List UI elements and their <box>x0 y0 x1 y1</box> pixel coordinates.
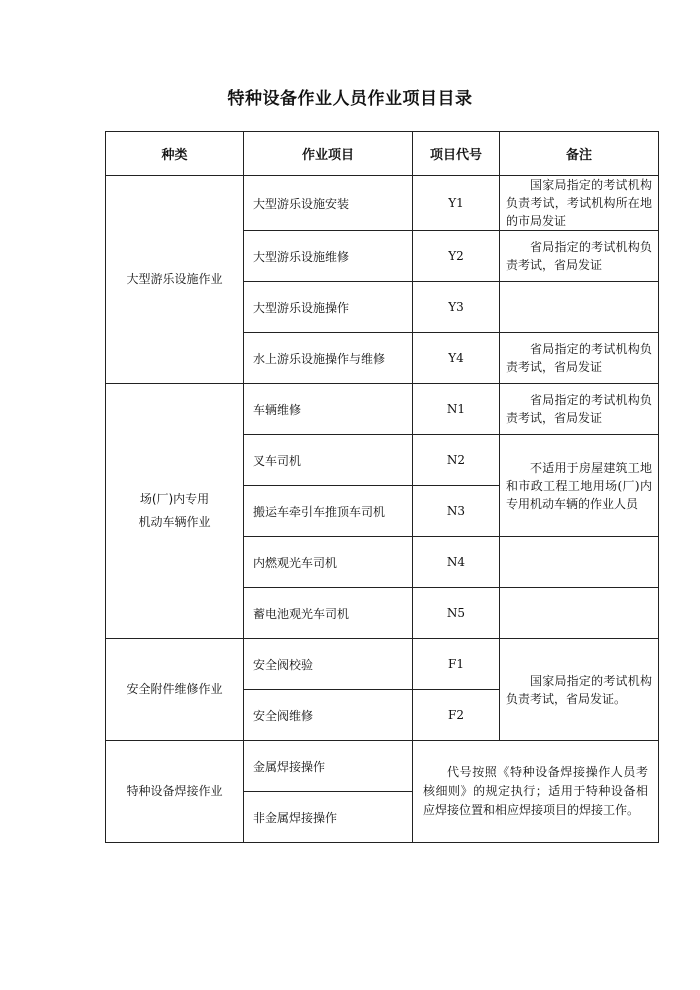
item-cell: 内燃观光车司机 <box>244 537 413 588</box>
table-row <box>106 384 659 435</box>
note-cell <box>500 588 659 639</box>
header-row <box>106 132 659 176</box>
code-cell: Y3 <box>413 282 500 333</box>
code-cell: N5 <box>413 588 500 639</box>
category-line: 机动车辆作业 <box>138 515 211 529</box>
header-category: 种类 <box>106 132 244 176</box>
note-cell <box>500 537 659 588</box>
category-welding: 特种设备焊接作业 <box>106 741 244 843</box>
item-cell: 安全阀校验 <box>244 639 413 690</box>
code-cell: N3 <box>413 486 500 537</box>
item-cell: 搬运车牵引车推顶车司机 <box>244 486 413 537</box>
note-text: 不适用于房屋建筑工地和市政工程工地用场(厂)内专用机动车辆的作业人员 <box>506 460 652 511</box>
item-cell: 大型游乐设施安装 <box>244 176 413 231</box>
category-line: 场(厂)内专用 <box>139 492 210 506</box>
code-cell: Y1 <box>413 176 500 231</box>
code-cell: N1 <box>413 384 500 435</box>
code-cell: F2 <box>413 690 500 741</box>
table-row <box>106 639 659 690</box>
item-cell: 大型游乐设施操作 <box>244 282 413 333</box>
item-cell: 水上游乐设施操作与维修 <box>244 333 413 384</box>
note-text: 国家局指定的考试机构负责考试，省局发证。 <box>506 673 652 706</box>
note-cell <box>500 384 659 435</box>
item-cell: 大型游乐设施维修 <box>244 231 413 282</box>
note-cell <box>500 282 659 333</box>
table-row <box>106 741 659 792</box>
item-cell: 安全阀维修 <box>244 690 413 741</box>
note-text: 代号按照《特种设备焊接操作人员考核细则》的规定执行；适用于特种设备相应焊接位置和相应焊接项目的焊接工作。 <box>423 765 648 817</box>
item-cell: 非金属焊接操作 <box>244 792 413 843</box>
project-catalog-table <box>105 131 659 843</box>
header-code: 项目代号 <box>413 132 500 176</box>
note-cell <box>500 333 659 384</box>
note-text: 国家局指定的考试机构负责考试，考试机构所在地的市局发证 <box>506 178 652 228</box>
table-row <box>106 176 659 231</box>
note-cell <box>500 639 659 741</box>
item-cell: 蓄电池观光车司机 <box>244 588 413 639</box>
item-cell: 金属焊接操作 <box>244 741 413 792</box>
note-cell <box>500 231 659 282</box>
header-note: 备注 <box>500 132 659 176</box>
header-item: 作业项目 <box>244 132 413 176</box>
welding-note-cell <box>413 741 659 843</box>
note-cell <box>500 435 659 537</box>
code-cell: N4 <box>413 537 500 588</box>
item-cell: 叉车司机 <box>244 435 413 486</box>
category-safety-accessories: 安全附件维修作业 <box>106 639 244 741</box>
code-cell: Y2 <box>413 231 500 282</box>
code-cell: N2 <box>413 435 500 486</box>
note-text: 省局指定的考试机构负责考试，省局发证 <box>506 393 652 425</box>
document-title: 特种设备作业人员作业项目目录 <box>227 89 473 109</box>
note-cell <box>500 176 659 231</box>
category-vehicles <box>106 384 244 639</box>
item-cell: 车辆维修 <box>244 384 413 435</box>
code-cell: F1 <box>413 639 500 690</box>
category-amusement: 大型游乐设施作业 <box>106 176 244 384</box>
note-text: 省局指定的考试机构负责考试，省局发证 <box>506 240 652 272</box>
note-text: 省局指定的考试机构负责考试，省局发证 <box>506 342 652 374</box>
code-cell: Y4 <box>413 333 500 384</box>
